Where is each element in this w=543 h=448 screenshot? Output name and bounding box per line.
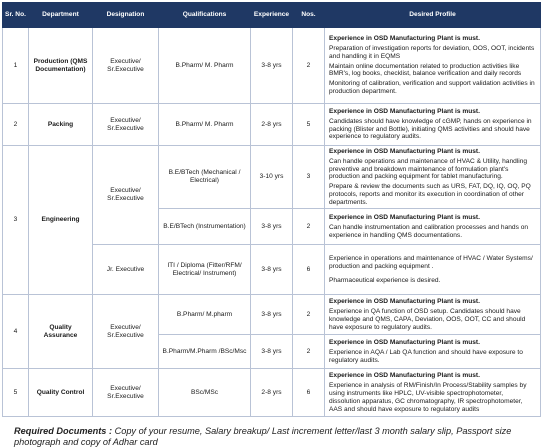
cell-desired-profile <box>325 104 541 146</box>
profile-line: Preparation of investigation reports for deviation, OOS, OOT, incidents and handling it in EQMS <box>329 45 535 60</box>
cell-experience: 3-8 yrs <box>251 245 293 295</box>
header-designation: Designation <box>93 3 159 28</box>
cell-sr-no: 4 <box>3 295 29 369</box>
table-header-row <box>3 3 541 28</box>
job-openings-table <box>2 2 541 417</box>
cell-sr-no: 3 <box>3 146 29 295</box>
profile-line: Experience in QA function of OSD setup. Candidates should have knowledge and QMS, CAPA, Deviation, OOS, OOT, CC and should have exposure to regulatory audits. <box>329 308 526 331</box>
profile-line: Can handle operations and maintenance of HVAC & Utility, handling preventive and breakdown maintenance of formulation plant's production and packing equipment for tablet manufacturing. <box>329 157 528 181</box>
profile-line: Experience in analysis of RM/Finish/In Process/Stability samples by using instruments like HPLC, UV-visible spectrophotometer, dissolution apparatus, GC chromatography, IR spectrophotometer, AAS and should have exposure to regulatory audits <box>329 382 527 413</box>
cell-nos: 5 <box>293 104 325 146</box>
table-row <box>3 369 541 417</box>
cell-designation: Executive/ Sr.Executive <box>93 295 159 369</box>
profile-line: Prepare & review the documents such as URS, FAT, DQ, IQ, OQ, PQ protocols, reports and monitor its execution in coordination of other departments. <box>329 183 531 206</box>
header-sr-no: Sr. No. <box>3 3 29 28</box>
cell-department: Quality Assurance <box>29 295 93 369</box>
cell-designation: Executive/ Sr.Executive <box>93 104 159 146</box>
header-nos: Nos. <box>293 3 325 28</box>
cell-sr-no: 5 <box>3 369 29 417</box>
cell-qualifications: ITI / Diploma (Fitter/RFM/ Electrical/ Instrument) <box>159 245 251 295</box>
cell-experience: 3-8 yrs <box>251 335 293 369</box>
header-department: Department <box>29 3 93 28</box>
cell-desired-profile <box>325 209 541 245</box>
cell-qualifications: BSc/MSc <box>159 369 251 417</box>
table-row <box>3 146 541 209</box>
header-qualifications: Qualifications <box>159 3 251 28</box>
cell-department: Packing <box>29 104 93 146</box>
cell-qualifications: B.E/BTech (Mechanical / Electrical) <box>159 146 251 209</box>
cell-qualifications: B.Pharm/M.Pharm /BSc/Msc <box>159 335 251 369</box>
cell-desired-profile <box>325 369 541 417</box>
cell-qualifications: B.Pharm/ M. Pharm <box>159 104 251 146</box>
header-experience: Experience <box>251 3 293 28</box>
cell-experience: 3-8 yrs <box>251 209 293 245</box>
cell-nos: 6 <box>293 245 325 295</box>
profile-requirement: Experience in OSD Manufacturing Plant is must. <box>329 298 480 306</box>
cell-sr-no: 2 <box>3 104 29 146</box>
profile-line: Experience in AQA / Lab QA function and should have exposure to regulatory audits. <box>329 348 523 364</box>
cell-experience: 3-10 yrs <box>251 146 293 209</box>
profile-requirement: Experience in OSD Manufacturing Plant is must. <box>329 35 480 43</box>
cell-nos: 2 <box>293 295 325 335</box>
cell-qualifications: B.E/BTech (Instrumentation) <box>159 209 251 245</box>
profile-requirement: Experience in OSD Manufacturing Plant is must. <box>329 372 480 380</box>
cell-desired-profile <box>325 335 541 369</box>
cell-desired-profile <box>325 245 541 295</box>
cell-department: Production (QMS Documentation) <box>29 28 93 104</box>
cell-qualifications: B.Pharm/ M.pharm <box>159 295 251 335</box>
profile-requirement: Experience in OSD Manufacturing Plant is must. <box>329 148 480 155</box>
cell-nos: 2 <box>293 335 325 369</box>
cell-qualifications: B.Pharm/ M. Pharm <box>159 28 251 104</box>
cell-nos: 2 <box>293 209 325 245</box>
cell-department: Quality Control <box>29 369 93 417</box>
cell-designation: Executive/ Sr.Executive <box>93 369 159 417</box>
profile-line: Can handle instrumentation and calibration processes and hands on experience in handling QMS documentations. <box>329 223 529 239</box>
table-row <box>3 295 541 335</box>
cell-designation: Executive/ Sr.Executive <box>93 146 159 245</box>
cell-nos: 3 <box>293 146 325 209</box>
cell-department: Engineering <box>29 146 93 295</box>
cell-desired-profile <box>325 295 541 335</box>
cell-nos: 2 <box>293 28 325 104</box>
profile-line: Pharmaceutical experience is desired. <box>329 276 441 284</box>
cell-experience: 3-8 yrs <box>251 28 293 104</box>
profile-line: Experience in operations and maintenance of HVAC / Water Systems/ production and packing equipment . <box>329 255 533 270</box>
cell-experience: 2-8 yrs <box>251 369 293 417</box>
cell-designation: Jr. Executive <box>93 245 159 295</box>
table-row <box>3 104 541 146</box>
profile-line: Maintain online documentation related to production activities like BMR's, log books, checklist, balance verification and daily records <box>329 62 522 78</box>
table-row <box>3 28 541 104</box>
cell-desired-profile <box>325 146 541 209</box>
required-documents-note <box>14 426 534 448</box>
cell-desired-profile <box>325 28 541 104</box>
cell-sr-no: 1 <box>3 28 29 104</box>
profile-line: Monitoring of calibration, verification and support validation activities in production department. <box>329 80 535 95</box>
cell-experience: 3-8 yrs <box>251 295 293 335</box>
profile-requirement: Experience in OSD Manufacturing Plant is must. <box>329 214 480 222</box>
cell-nos: 6 <box>293 369 325 417</box>
required-documents-label: Required Documents : <box>14 426 113 436</box>
profile-line: Candidates should have knowledge of cGMP, hands on experience in packing (Blister and Bottle), initiating QMS activities and should have experience to regulatory audits. <box>329 117 532 141</box>
header-desired-profile: Desired Profile <box>325 3 541 28</box>
required-documents-text: Copy of your resume, Salary breakup/ Last increment letter/last 3 month salary slip, Passport size photograph and copy of Adhar card <box>14 426 512 448</box>
cell-designation: Executive/ Sr.Executive <box>93 28 159 104</box>
profile-requirement: Experience in OSD Manufacturing Plant is must. <box>329 339 480 347</box>
cell-experience: 2-8 yrs <box>251 104 293 146</box>
profile-requirement: Experience in OSD Manufacturing Plant is must. <box>329 107 480 115</box>
